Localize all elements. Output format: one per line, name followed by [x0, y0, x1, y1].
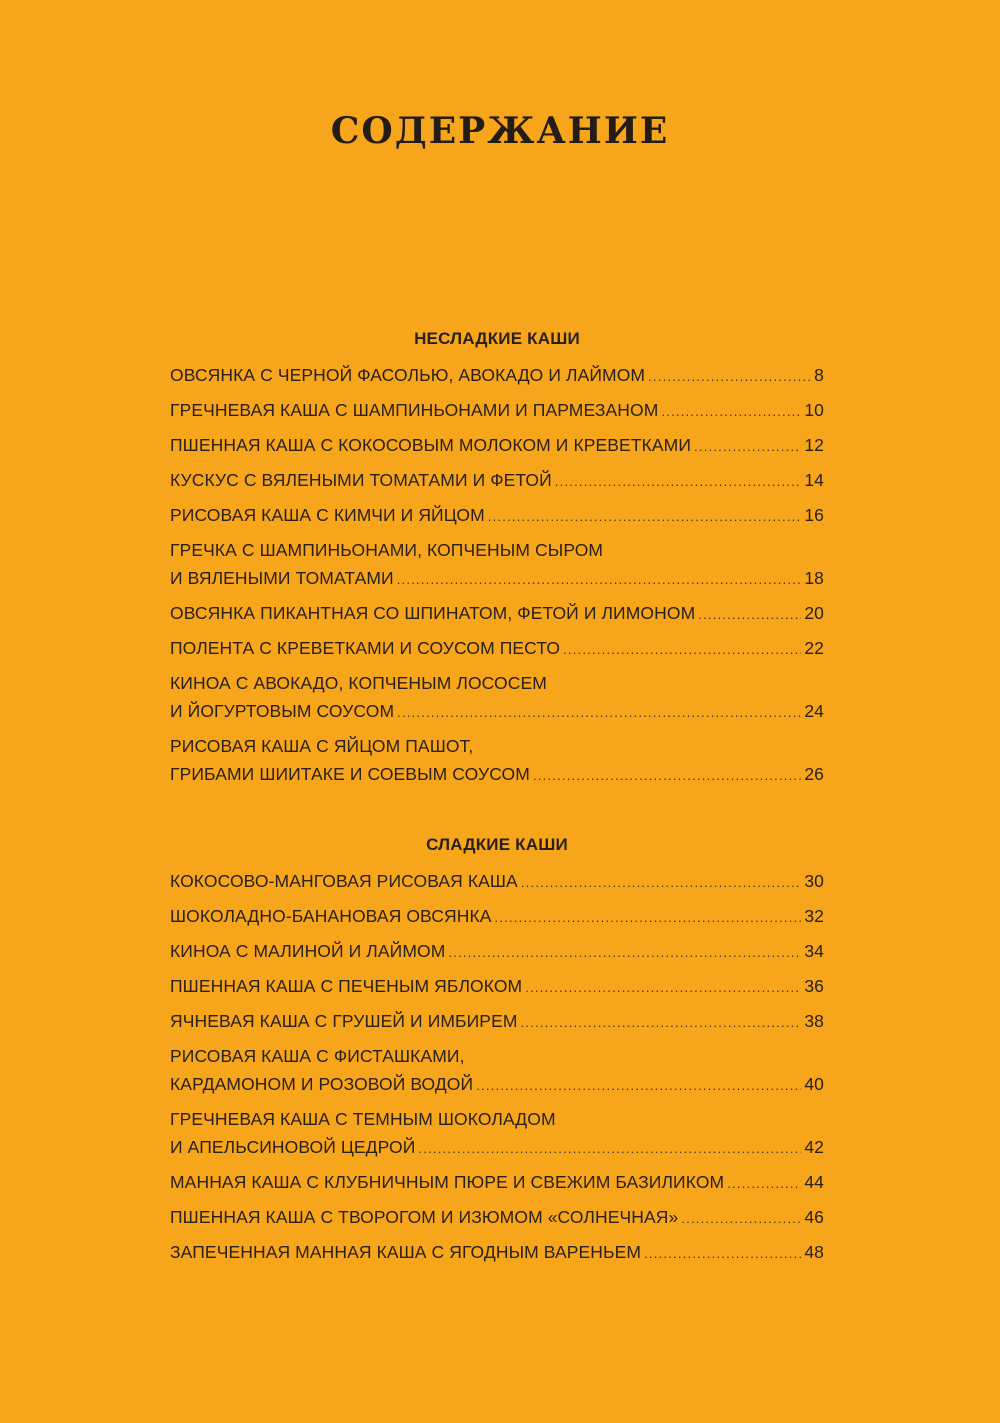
toc-entry-title: ЯЧНЕВАЯ КАША С ГРУШЕЙ И ИМБИРЕМ: [170, 1011, 518, 1031]
toc-entry-line: [170, 564, 824, 592]
toc-entry[interactable]: [170, 669, 824, 725]
toc-entry-line: [170, 732, 824, 760]
toc-entry-title: РИСОВАЯ КАША С ЯЙЦОМ ПАШОТ,: [170, 736, 474, 756]
page-number: 14: [804, 470, 824, 490]
toc-entry-title: ОВСЯНКА ПИКАНТНАЯ СО ШПИНАТОМ, ФЕТОЙ И ЛИМОНОМ: [170, 603, 696, 623]
page-number: 38: [804, 1011, 824, 1031]
toc-entry[interactable]: [170, 1238, 824, 1266]
toc-entry[interactable]: [170, 1203, 824, 1231]
section-heading: НЕСЛАДКИЕ КАШИ: [414, 329, 580, 348]
dot-leader: [681, 1205, 801, 1233]
toc-entry[interactable]: [170, 599, 824, 627]
toc-entry[interactable]: [170, 1042, 824, 1098]
toc-entry-line: [170, 1133, 824, 1161]
toc-entry[interactable]: [170, 732, 824, 788]
toc-entry-title: ПШЕННАЯ КАША С ТВОРОГОМ И ИЗЮМОМ «СОЛНЕЧНАЯ»: [170, 1207, 679, 1227]
page-number: 42: [804, 1137, 824, 1157]
dot-leader: [418, 1135, 801, 1163]
dot-leader: [698, 601, 801, 629]
dot-leader: [694, 433, 801, 461]
toc-entry[interactable]: [170, 937, 824, 965]
toc-entry-title: КУСКУС С ВЯЛЕНЫМИ ТОМАТАМИ И ФЕТОЙ: [170, 470, 552, 490]
toc-entry-line: [170, 634, 824, 662]
entry-list: [170, 361, 824, 788]
page-number: 8: [814, 365, 824, 385]
toc-entry-title: ЗАПЕЧЕННАЯ МАННАЯ КАША С ЯГОДНЫМ ВАРЕНЬЕМ: [170, 1242, 642, 1262]
toc-entry-title: И АПЕЛЬСИНОВОЙ ЦЕДРОЙ: [170, 1137, 416, 1157]
page-number: 12: [804, 435, 824, 455]
dot-leader: [448, 939, 801, 967]
page-number: 10: [804, 400, 824, 420]
toc-entry-title: ПОЛЕНТА С КРЕВЕТКАМИ И СОУСОМ ПЕСТО: [170, 638, 561, 658]
toc-entry-title: ГРЕЧНЕВАЯ КАША С ТЕМНЫМ ШОКОЛАДОМ: [170, 1109, 556, 1129]
section-savory-porridges: [170, 326, 824, 795]
section-heading: СЛАДКИЕ КАШИ: [426, 835, 568, 854]
page-number: 46: [804, 1207, 824, 1227]
page-number: 22: [804, 638, 824, 658]
entry-list: [170, 867, 824, 1266]
toc-entry-line: [170, 1042, 824, 1070]
toc-entry-line: [170, 599, 824, 627]
page-number: 24: [804, 701, 824, 721]
dot-leader: [648, 363, 811, 391]
page-number: 36: [804, 976, 824, 996]
toc-entry-line: [170, 867, 824, 895]
toc-entry-line: [170, 1203, 824, 1231]
dot-leader: [661, 398, 801, 426]
page-number: 44: [804, 1172, 824, 1192]
toc-entry-line: [170, 972, 824, 1000]
toc-entry[interactable]: [170, 867, 824, 895]
dot-leader: [644, 1240, 801, 1268]
toc-entry-line: [170, 431, 824, 459]
toc-entry-title: ГРЕЧКА С ШАМПИНЬОНАМИ, КОПЧЕНЫМ СЫРОМ: [170, 540, 604, 560]
toc-entry-line: [170, 669, 824, 697]
toc-entry[interactable]: [170, 1168, 824, 1196]
toc-entry[interactable]: [170, 634, 824, 662]
page-number: 18: [804, 568, 824, 588]
page-number: 16: [804, 505, 824, 525]
dot-leader: [563, 636, 801, 664]
toc-entry[interactable]: [170, 396, 824, 424]
toc-entry-line: [170, 466, 824, 494]
dot-leader: [727, 1170, 801, 1198]
dot-leader: [555, 468, 802, 496]
dot-leader: [397, 566, 802, 594]
toc-entry-title: ШОКОЛАДНО-БАНАНОВАЯ ОВСЯНКА: [170, 906, 492, 926]
page-number: 32: [804, 906, 824, 926]
dot-leader: [495, 904, 802, 932]
toc-entry-line: [170, 536, 824, 564]
toc-entry[interactable]: [170, 361, 824, 389]
toc-entry[interactable]: [170, 1105, 824, 1161]
toc-entry-line: [170, 760, 824, 788]
toc-entry[interactable]: [170, 1007, 824, 1035]
toc-entry-title: КАРДАМОНОМ И РОЗОВОЙ ВОДОЙ: [170, 1074, 474, 1094]
dot-leader: [521, 869, 801, 897]
toc-entry[interactable]: [170, 501, 824, 529]
toc-entry-title: МАННАЯ КАША С КЛУБНИЧНЫМ ПЮРЕ И СВЕЖИМ БАЗИЛИКОМ: [170, 1172, 725, 1192]
page-title: СОДЕРЖАНИЕ: [330, 110, 670, 152]
toc-entry-title: ПШЕННАЯ КАША С КОКОСОВЫМ МОЛОКОМ И КРЕВЕТКАМИ: [170, 435, 692, 455]
toc-entry[interactable]: [170, 431, 824, 459]
dot-leader: [476, 1072, 801, 1100]
toc-entry-title: КИНОА С АВОКАДО, КОПЧЕНЫМ ЛОСОСЕМ: [170, 673, 547, 693]
toc-entry-line: [170, 1168, 824, 1196]
dot-leader: [533, 762, 801, 790]
toc-entry-title: И ВЯЛЕНЫМИ ТОМАТАМИ: [170, 568, 394, 588]
toc-entry-line: [170, 361, 824, 389]
section-sweet-porridges: [170, 832, 824, 1273]
page-number: 48: [804, 1242, 824, 1262]
dot-leader: [525, 974, 801, 1002]
toc-entry-title: РИСОВАЯ КАША С КИМЧИ И ЯЙЦОМ: [170, 505, 485, 525]
page-number: 40: [804, 1074, 824, 1094]
toc-entry[interactable]: [170, 972, 824, 1000]
toc-entry-line: [170, 902, 824, 930]
toc-entry-title: И ЙОГУРТОВЫМ СОУСОМ: [170, 701, 395, 721]
toc-entry-line: [170, 1105, 824, 1133]
page-number: 26: [804, 764, 824, 784]
toc-entry-title: ГРИБАМИ ШИИТАКЕ И СОЕВЫМ СОУСОМ: [170, 764, 530, 784]
dot-leader: [488, 503, 802, 531]
toc-entry-line: [170, 1238, 824, 1266]
toc-entry-line: [170, 501, 824, 529]
page-number: 20: [804, 603, 824, 623]
toc-entry-line: [170, 1070, 824, 1098]
toc-entry-title: ПШЕННАЯ КАША С ПЕЧЕНЫМ ЯБЛОКОМ: [170, 976, 523, 996]
dot-leader: [521, 1009, 802, 1037]
toc-entry-title: РИСОВАЯ КАША С ФИСТАШКАМИ,: [170, 1046, 465, 1066]
toc-entry-title: КИНОА С МАЛИНОЙ И ЛАЙМОМ: [170, 941, 446, 961]
toc-entry-line: [170, 697, 824, 725]
toc-entry-title: КОКОСОВО-МАНГОВАЯ РИСОВАЯ КАША: [170, 871, 518, 891]
toc-entry-line: [170, 396, 824, 424]
toc-entry[interactable]: [170, 466, 824, 494]
page-number: 34: [804, 941, 824, 961]
page-number: 30: [804, 871, 824, 891]
toc-entry-line: [170, 1007, 824, 1035]
toc-entry-line: [170, 937, 824, 965]
toc-entry-title: ОВСЯНКА С ЧЕРНОЙ ФАСОЛЬЮ, АВОКАДО И ЛАЙМОМ: [170, 365, 646, 385]
toc-entry[interactable]: [170, 536, 824, 592]
toc-entry[interactable]: [170, 902, 824, 930]
dot-leader: [397, 699, 801, 727]
toc-entry-title: ГРЕЧНЕВАЯ КАША С ШАМПИНЬОНАМИ И ПАРМЕЗАНОМ: [170, 400, 659, 420]
